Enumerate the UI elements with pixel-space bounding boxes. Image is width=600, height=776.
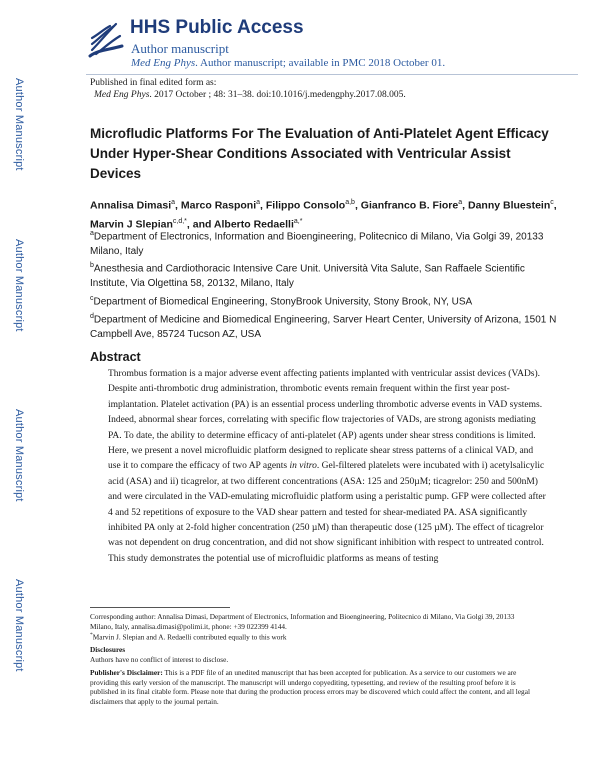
equal-contribution-text: Marvin J. Slepian and A. Redaelli contributed equally to this work xyxy=(92,632,287,642)
disclosures-block xyxy=(90,645,530,664)
side-label-author-manuscript-4: Author Manuscript xyxy=(13,578,25,672)
article-title: Microfludic Platforms For The Evaluation of Anti-Platelet Agent Efficacy Under Hyper-Shear Conditions Associated with Ventricular Assist Devices xyxy=(90,126,549,181)
hhs-public-access-title: HHS Public Access xyxy=(130,17,304,38)
journal-abbrev: Med Eng Phys xyxy=(131,57,196,69)
author-list: Annalisa Dimasi$^a$, Marco Rasponi$^a$, Filippo Consolo$^{a,b}$, Gianfranco B. Fiore$^a$, Danny Bluestein$^c$, Marvin J Slepian$^{c,d,*}$, and Alberto Redaelli$^{a,*}$ xyxy=(90,199,557,230)
author-name: Marco Rasponi xyxy=(180,199,257,212)
published-label: Published in final edited form as: xyxy=(90,78,217,88)
side-label-author-manuscript-2: Author Manuscript xyxy=(13,238,25,332)
author-name: Marvin J Slepian xyxy=(90,218,173,230)
affiliation-text: Anesthesia and Cardiothoracic Intensive Care Unit. Università Vita Salute, San Raffaele Scientific Institute, Via Olgettina 58, 20132, Milano, Italy xyxy=(90,263,525,290)
availability-line xyxy=(131,57,445,69)
author-name: Filippo Consolo xyxy=(265,199,346,212)
abstract-body xyxy=(108,367,548,567)
author-affil-sup: c,d,* xyxy=(172,217,187,225)
author-name: Alberto Redaelli xyxy=(213,218,294,230)
availability-text: . Author manuscript; available in PMC 2018 October 01. xyxy=(195,57,446,69)
affiliation-d xyxy=(90,309,560,342)
author-name: Danny Bluestein xyxy=(467,199,551,212)
publisher-disclaimer-heading: Publisher's Disclaimer: xyxy=(90,668,163,677)
footnote-divider xyxy=(90,607,230,608)
affiliation-text: Department of Biomedical Engineering, StonyBrook University, Stony Brook, NY, USA xyxy=(93,296,473,308)
affiliation-sup: b xyxy=(90,262,94,269)
disclosures-heading: Disclosures xyxy=(90,645,126,654)
abstract-heading: Abstract xyxy=(90,350,141,364)
affiliation-b xyxy=(90,258,560,291)
publisher-disclaimer-text: This is a PDF file of an unedited manuscript that has been accepted for publication. As a service to our customers we are providing this early version of the manuscript. The manuscript will undergo copyediting, typesetting, and review of the resulting proof before it is published in its final citable form. Please note that during the production process errors may be discovered which could affect the content, and all legal disclaimers that apply to the journal pertain. xyxy=(90,668,530,706)
author-affil-sup: a,b xyxy=(345,199,355,206)
side-label-author-manuscript-1: Author Manuscript xyxy=(13,77,25,171)
header-divider xyxy=(86,74,578,75)
author-affil-sup: c xyxy=(550,199,554,206)
author-affil-sup: a,* xyxy=(293,217,303,225)
author-name: Annalisa Dimasi xyxy=(90,199,172,212)
affiliation-a xyxy=(90,226,560,259)
affiliation-sup: c xyxy=(90,295,94,302)
publication-citation xyxy=(94,90,406,100)
disclosures-text: Authors have no conflict of interest to disclose. xyxy=(90,654,229,664)
equal-contribution-note: *Marvin J. Slepian and A. Redaelli contributed equally to this work xyxy=(90,632,287,642)
corresponding-author-note: Corresponding author: Annalisa Dimasi, Department of Electronics, Information and Bioengineering, Politecnico di Milano, Via Golgi 39, 20133 Milano, Italy, annalisa.dimasi@polimi.it, phone: +39 022399 4144. xyxy=(90,612,515,631)
affiliation-sup: d xyxy=(90,313,94,320)
author-affil-sup: a xyxy=(458,199,463,206)
abstract-text-part1: Thrombus formation is a major adverse event affecting patients implanted with ventricular assist devices (VADs). Despite anti-thrombotic drug administration, thrombotic events remain frequent within the first year post-implantation. Platelet activation (PA) is an essential process underling thrombotic adverse events in VAD systems. Indeed, abnormal shear forces, correlating with specific flow trajectories of VADs, are strong agonists mediating PA. To date, the ability to determine efficacy of anti-platelet (AP) agents under shear stress conditions is limited. Here, we present a novel microfluidic platform designed to replicate shear stress patterns of a clinical VAD, and use it to compare the efficacy of two AP agents xyxy=(108,369,543,472)
publisher-disclaimer xyxy=(90,668,530,706)
affiliation-c xyxy=(90,291,560,309)
citation-journal: Med Eng Phys xyxy=(94,90,150,100)
affiliation-text: Department of Medicine and Biomedical Engineering, Sarver Heart Center, University of Arizona, 1501 N Campbell Ave, 85724 Tucson AZ, USA xyxy=(90,314,557,341)
abstract-text-part2: . Gel-filtered platelets were incubated with i) acetylsalicylic acid (ASA) and ii) ticagrelor, at two different concentrations (ASA: 125 and 250µM; ticagrelor: 250 and 500nM) and were circulated in the VAD-emulating microfluidic platform using a peristaltic pump. GFP were collected after 4 and 52 repetitions of exposure to the VAD shear pattern and tested for shear-mediated PA. ASA significantly inhibited PA only at 2-fold higher concentration (250 µM) than therapeutic dose (125 µM). The effect of ticagrelor was not dependent on drug concentration, and did not show significant inhibition with respect to untreated control. This study demonstrates the potential use of microfluidic platforms as means of testing xyxy=(108,461,546,564)
author-affil-sup: a xyxy=(171,199,176,206)
affiliation-text: Department of Electronics, Information and Bioengineering, Politecnico di Milano, Via Golgi 39, 20133 Milano, Italy xyxy=(90,231,544,258)
hhs-eagle-logo xyxy=(86,20,126,60)
author-affil-sup: a xyxy=(256,199,261,206)
author-name: Gianfranco B. Fiore xyxy=(360,199,459,212)
citation-text: . 2017 October ; 48: 31–38. doi:10.1016/j.medengphy.2017.08.005. xyxy=(149,90,406,100)
side-label-author-manuscript-3: Author Manuscript xyxy=(13,408,25,502)
author-manuscript-subtitle: Author manuscript xyxy=(131,41,229,56)
affiliation-sup: a xyxy=(90,230,94,237)
abstract-italic: in vitro xyxy=(289,461,317,472)
